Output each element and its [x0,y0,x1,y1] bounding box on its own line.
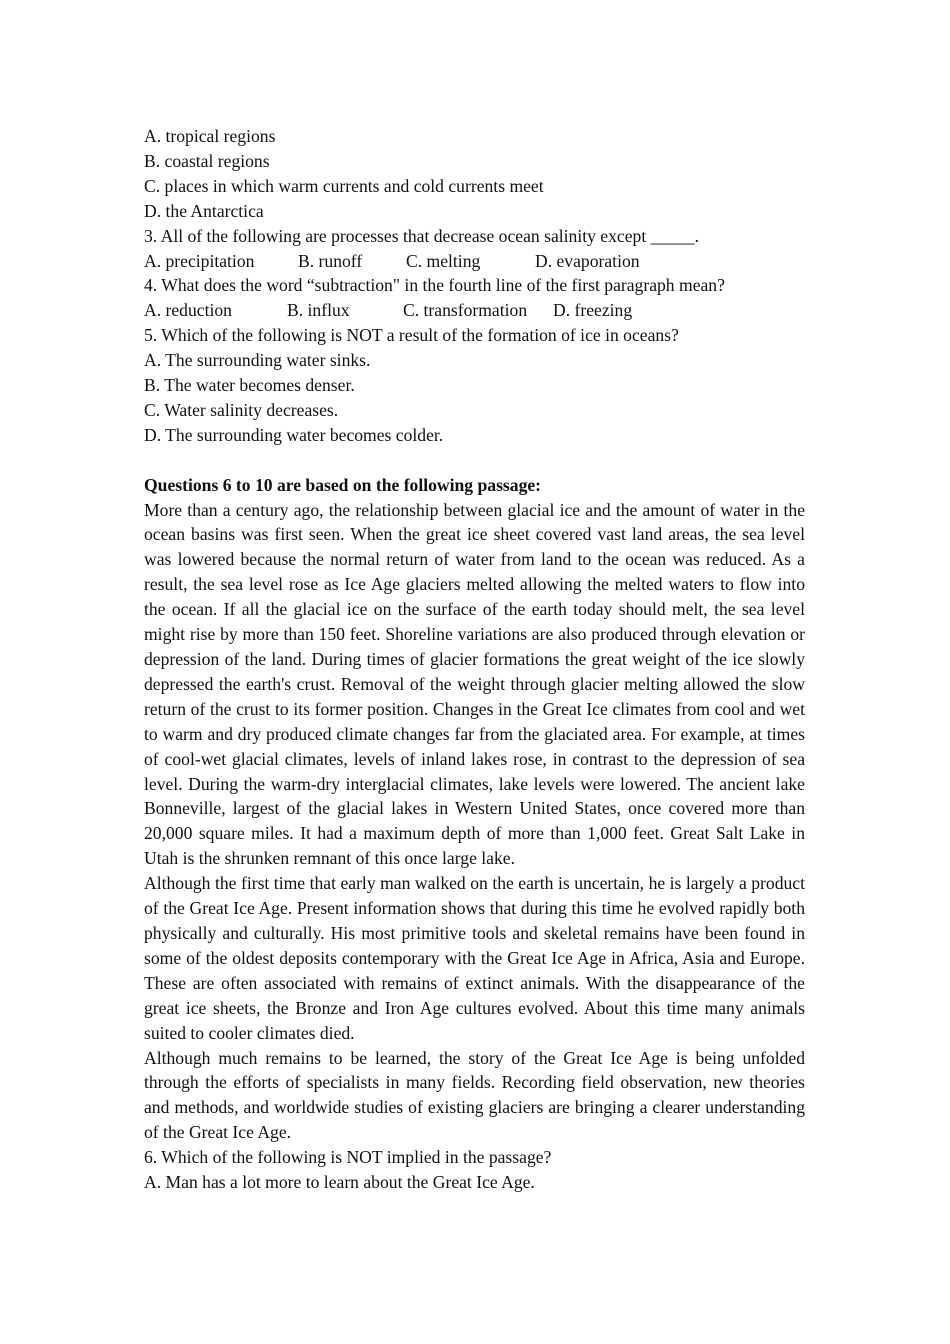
q4-option-d: D. freezing [553,300,633,321]
passage-paragraph-3: Although much remains to be learned, the story of the Great Ice Age is being unfolded through the efforts of specialists in many fields. Recording field observation, new theories and methods, and worldwide studies of existing glaciers are bringing a clearer understanding of the Great Ice Age. [144,1047,805,1143]
passage-paragraph-2: Although the first time that early man walked on the earth is uncertain, he is largely a product of the Great Ice Age. Present information shows that during this time he evolved rapidly both physically and culturally. His most primitive tools and skeletal remains have been found in some of the oldest deposits contemporary with the Great Ice Age in Africa, Asia and Europe. These are often associated with remains of extinct animals. With the disappearance of the great ice sheets, the Bronze and Iron Age cultures evolved. About this time many animals suited to cooler climates died. [144,873,805,1043]
question-3-options [144,249,805,274]
passage-paragraph-1: More than a century ago, the relationship between glacial ice and the amount of water in the ocean basins was first seen. When the great ice sheet covered vast land areas, the sea level was lowered because the normal return of water from land to the ocean was reduced. As a result, the sea level rose as Ice Age glaciers melted allowing the melted waters to flow into the ocean. If all the glacial ice on the surface of the earth today should melt, the sea level might rise by more than 150 feet. Shoreline variations are also produced through elevation or depression of the land. During times of glacier formations the great weight of the ice slowly depressed the earth's crust. Removal of the weight through glacier melting allowed the slow return of the crust to its former position. Changes in the Great Ice climates from cool and wet to warm and dry produced climate changes far from the glaciated area. For example, at times of cool-wet glacial climates, levels of inland lakes rose, in contrast to the depression of sea level. During the warm-dry interglacial climates, lake levels were lowered. The ancient lake Bonneville, largest of the glacial lakes in Western United States, once covered more than 20,000 square miles. It had a maximum depth of more than 1,000 feet. Great Salt Lake in Utah is the shrunken remnant of this once large lake. [144,499,805,869]
q5-option-c: C. Water salinity decreases. [144,399,339,420]
section-heading: Questions 6 to 10 are based on the following passage: [144,474,542,495]
q4-option-c: C. transformation [403,300,528,321]
q3-option-d: D. evaporation [535,250,640,271]
q3-option-c: C. melting [406,250,481,271]
document-page [144,124,805,1195]
question-6-stem: 6. Which of the following is NOT implied in the passage? [144,1147,552,1168]
option-a: A. tropical regions [144,126,276,146]
question-4-stem: 4. What does the word “subtraction" in the fourth line of the first paragraph mean? [144,275,725,296]
question-3-stem: 3. All of the following are processes that decrease ocean salinity except _____. [144,225,699,246]
question-4-options [144,298,805,323]
q4-option-b: B. influx [287,300,350,321]
q5-option-a: A. The surrounding water sinks. [144,350,371,371]
option-b: B. coastal regions [144,150,270,171]
q6-option-a: A. Man has a lot more to learn about the Great Ice Age. [144,1172,535,1193]
spacer [144,448,805,473]
q4-option-a: A. reduction [144,300,232,321]
q3-option-b: B. runoff [298,250,363,271]
q3-option-a: A. precipitation [144,250,255,271]
question-5-stem: 5. Which of the following is NOT a result of the formation of ice in oceans? [144,325,679,346]
q5-option-d: D. The surrounding water becomes colder. [144,424,444,445]
q5-option-b: B. The water becomes denser. [144,375,355,396]
option-c: C. places in which warm currents and cold currents meet [144,175,544,196]
option-d: D. the Antarctica [144,200,264,221]
